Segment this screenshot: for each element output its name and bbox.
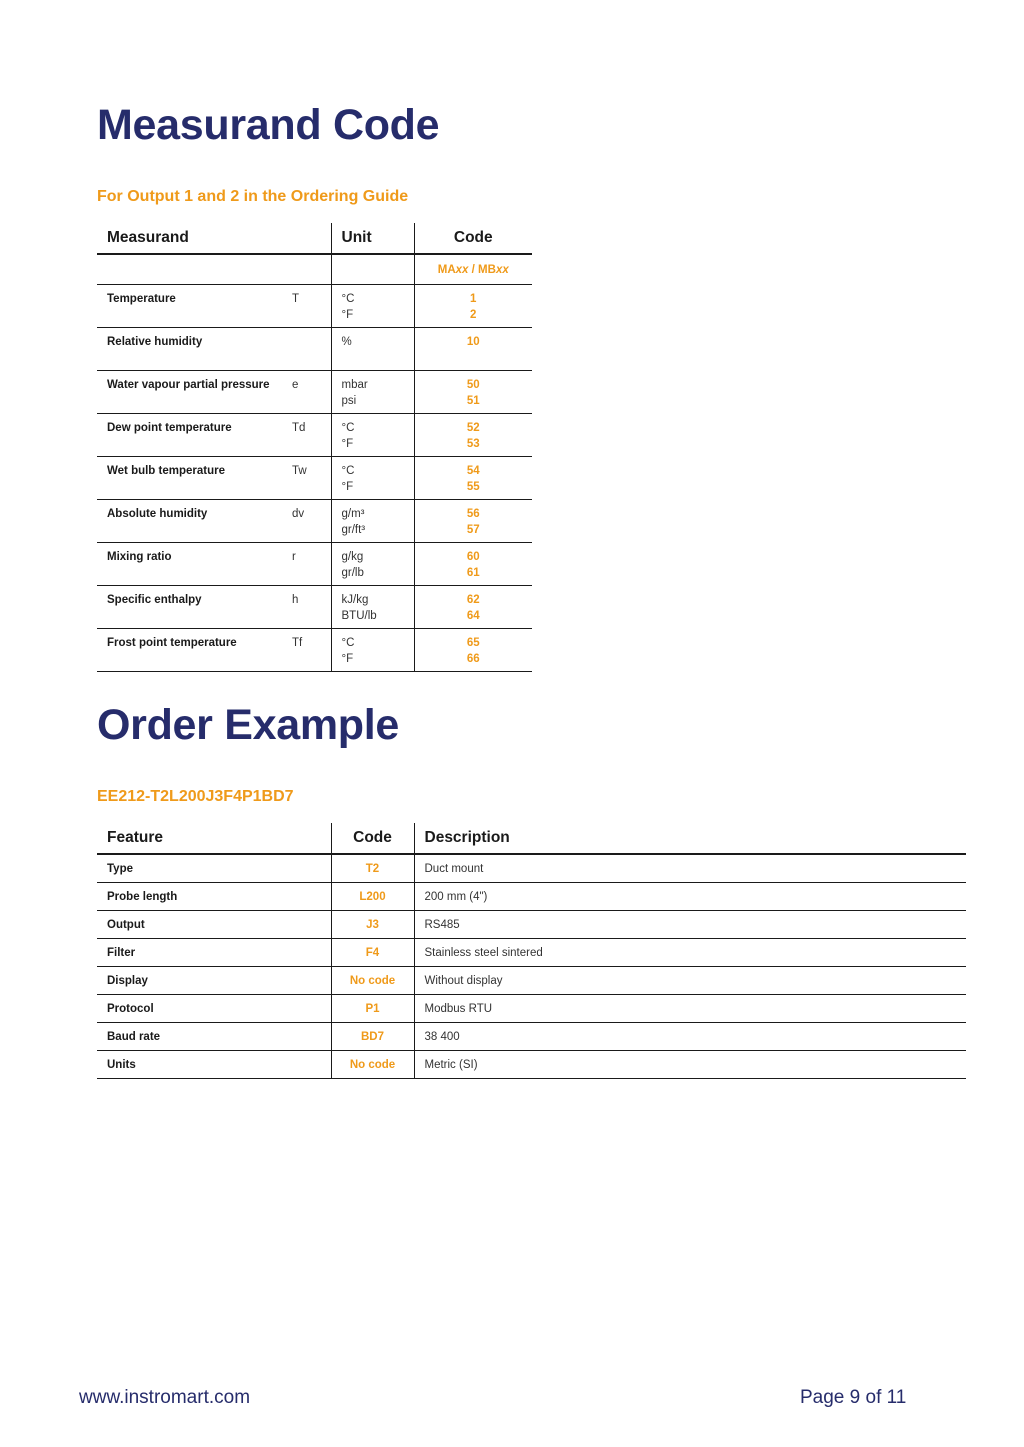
order-description: Stainless steel sintered [414,939,966,967]
measurand-symbol: dv [292,500,331,543]
code-value: 55 [466,480,480,493]
measurand-symbol: Tf [292,629,331,672]
measurand-label: Wet bulb temperature [97,457,292,500]
measurand-symbol: r [292,543,331,586]
measurand-symbol: Tw [292,457,331,500]
code-prefix-row [97,254,532,285]
measurand-row [97,629,532,672]
order-row [97,854,966,883]
order-description: Metric (SI) [414,1051,966,1079]
header-unit: Unit [331,223,414,254]
order-row [97,1051,966,1079]
code-prefix: MAxx / MBxx [414,254,532,285]
unit-value: % [341,336,352,348]
unit-value: °F [341,437,354,450]
order-description: 38 400 [414,1023,966,1051]
measurand-label: Absolute humidity [97,500,292,543]
code-cell [414,371,532,414]
order-code: P1 [331,995,414,1023]
order-feature: Filter [97,939,331,967]
order-example-code: EE212-T2L200J3F4P1BD7 [97,788,294,805]
order-feature: Baud rate [97,1023,331,1051]
unit-cell [331,328,414,371]
unit-value: °C [341,465,355,477]
order-table [97,823,966,1079]
order-description: Duct mount [414,854,966,883]
measurand-label: Specific enthalpy [97,586,292,629]
code-value: 56 [466,508,480,520]
unit-value: g/m³ [341,508,365,520]
unit-value: kJ/kg [341,594,369,606]
measurand-subtitle: For Output 1 and 2 in the Ordering Guide [97,188,409,205]
measurand-symbol: e [292,371,331,414]
unit-value: °F [341,308,354,321]
code-value: 57 [466,523,480,536]
order-row [97,1023,966,1051]
measurand-label: Dew point temperature [97,414,292,457]
code-value: 51 [466,394,480,407]
code-cell [414,457,532,500]
code-value: 54 [466,465,480,477]
code-value: 10 [466,336,480,348]
code-value: 52 [466,422,480,434]
unit-cell [331,285,414,328]
code-value: 60 [466,551,480,563]
order-feature: Display [97,967,331,995]
order-header-row [97,823,966,854]
unit-cell [331,629,414,672]
unit-value: °C [341,637,355,649]
measurand-row [97,543,532,586]
code-cell [414,328,532,371]
order-row [97,883,966,911]
unit-value: mbar [341,379,368,391]
unit-value: °C [341,422,355,434]
code-cell [414,500,532,543]
measurand-symbol: T [292,285,331,328]
code-cell [414,586,532,629]
unit-value: gr/lb [341,566,364,579]
measurand-row [97,414,532,457]
unit-value: gr/ft³ [341,523,366,536]
header-description: Description [414,823,966,854]
header-feature: Feature [97,823,331,854]
code-cell [414,285,532,328]
measurand-row [97,371,532,414]
order-description: Modbus RTU [414,995,966,1023]
measurand-title: Measurand Code [97,101,440,149]
order-feature: Type [97,854,331,883]
unit-cell [331,500,414,543]
order-feature: Protocol [97,995,331,1023]
code-value: 1 [470,293,477,305]
unit-cell [331,414,414,457]
code-value: 2 [470,308,477,321]
unit-value: °F [341,652,354,665]
measurand-row [97,500,532,543]
measurand-table [97,223,532,672]
code-value: 53 [466,437,480,450]
measurand-label: Frost point temperature [97,629,292,672]
order-row [97,967,966,995]
order-description: RS485 [414,911,966,939]
measurand-label: Water vapour partial pressure [97,371,292,414]
order-description: 200 mm (4") [414,883,966,911]
unit-cell [331,586,414,629]
measurand-label: Mixing ratio [97,543,292,586]
measurand-row [97,328,532,371]
measurand-symbol: Td [292,414,331,457]
code-cell [414,629,532,672]
order-row [97,995,966,1023]
code-value: 62 [466,594,480,606]
order-row [97,911,966,939]
measurand-symbol [292,328,331,371]
code-cell [414,414,532,457]
code-value: 64 [466,609,480,622]
order-code: No code [331,967,414,995]
order-code: BD7 [331,1023,414,1051]
unit-value: psi [341,394,357,407]
unit-value: °F [341,480,354,493]
order-example-title: Order Example [97,701,400,749]
measurand-label: Relative humidity [97,328,292,371]
order-row [97,939,966,967]
order-feature: Output [97,911,331,939]
unit-cell [331,543,414,586]
order-description: Without display [414,967,966,995]
unit-value: BTU/lb [341,609,377,622]
code-value: 65 [466,637,480,649]
order-feature: Probe length [97,883,331,911]
order-code: F4 [331,939,414,967]
header-measurand: Measurand [97,223,331,254]
footer-website[interactable]: www.instromart.com [79,1387,251,1408]
measurand-label: Temperature [97,285,292,328]
measurand-row [97,586,532,629]
order-code: L200 [331,883,414,911]
unit-cell [331,371,414,414]
measurand-row [97,457,532,500]
code-cell [414,543,532,586]
measurand-header-row [97,223,532,254]
header-order-code: Code [331,823,414,854]
order-feature: Units [97,1051,331,1079]
measurand-symbol: h [292,586,331,629]
order-code: J3 [331,911,414,939]
footer-page-number: Page 9 of 11 [800,1387,907,1408]
unit-cell [331,457,414,500]
order-code: T2 [331,854,414,883]
code-value: 66 [466,652,480,665]
unit-value: g/kg [341,551,364,563]
unit-value: °C [341,293,355,305]
order-code: No code [331,1051,414,1079]
measurand-row [97,285,532,328]
code-value: 50 [466,379,480,391]
header-code: Code [414,223,532,254]
code-value: 61 [466,566,480,579]
